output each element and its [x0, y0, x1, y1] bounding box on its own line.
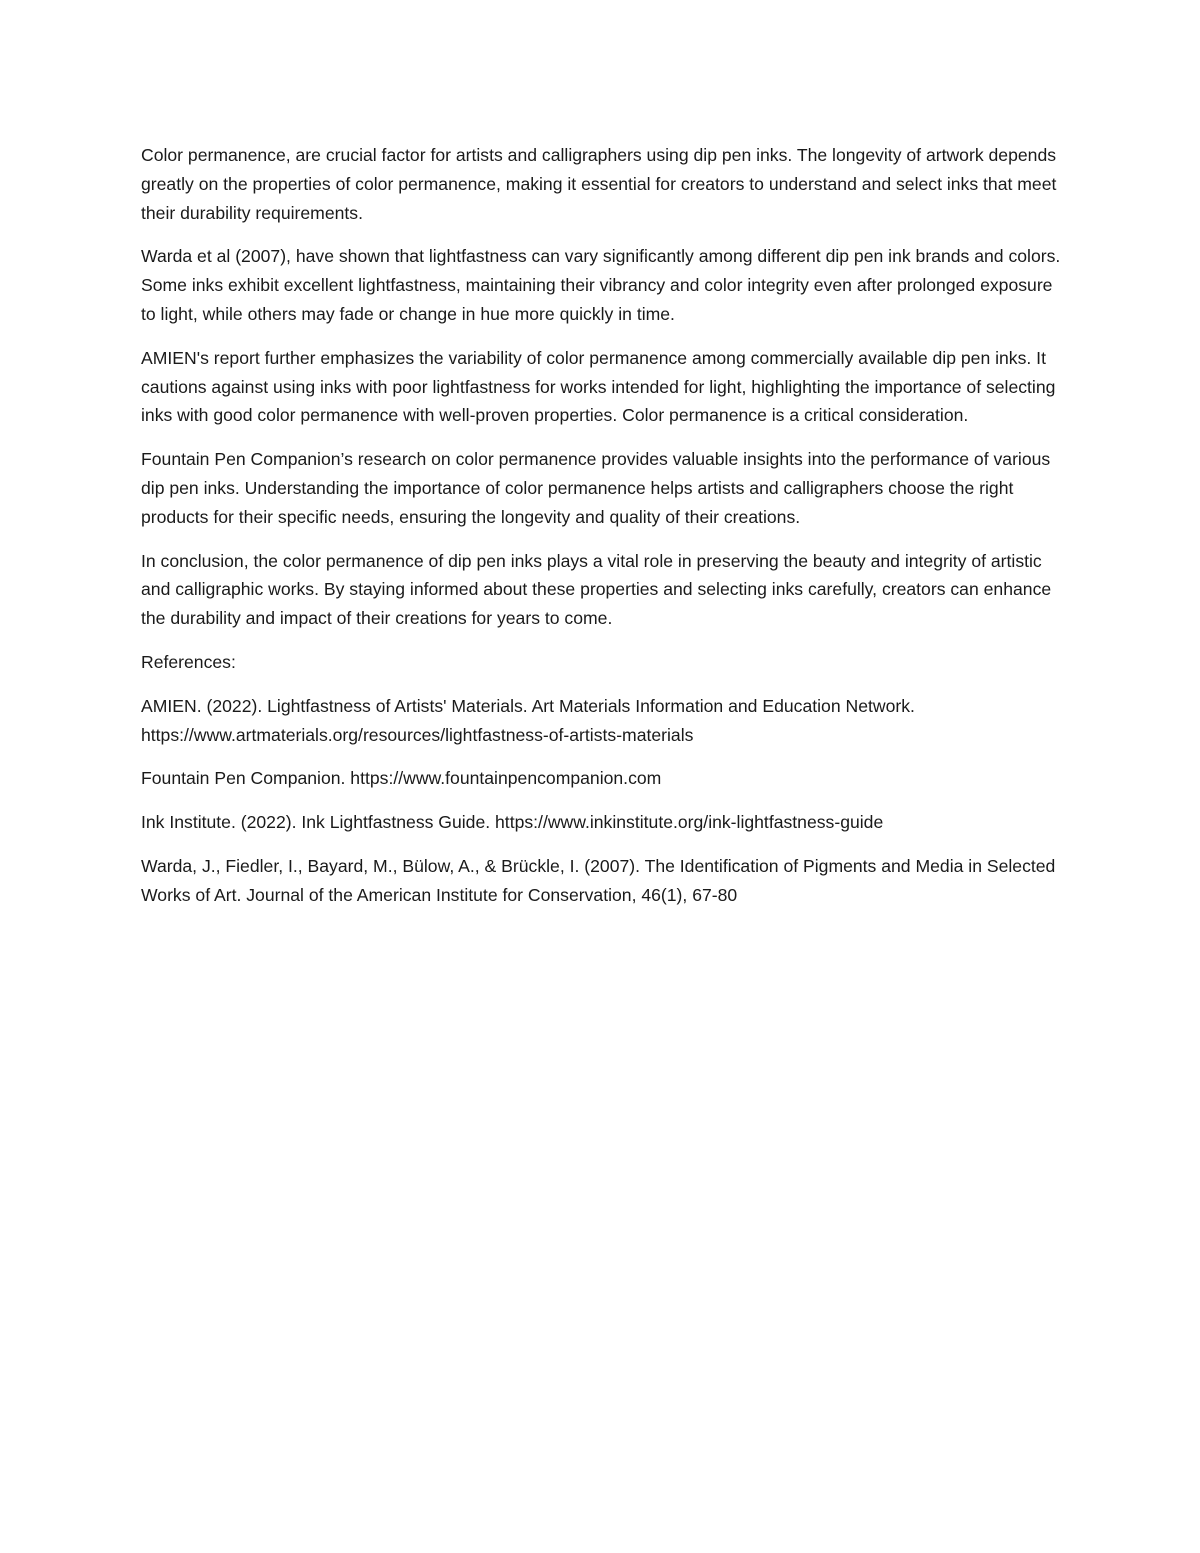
- paragraph-fountain-pen: Fountain Pen Companion’s research on color permanence provides valuable insights into the performance of various dip pen inks. Understanding the importance of color permanence helps artists and calligraphers choose the right products for their specific needs, ensuring the longevity and quality of their creations.: [141, 449, 1051, 527]
- paragraph-warda: Warda et al (2007), have shown that lightfastness can vary significantly among different dip pen ink brands and colors. Some inks exhibit excellent lightfastness, maintaining their vibrancy and color integrity even after prolonged exposure to light, while others may fade or change in hue more quickly in time.: [141, 246, 1061, 324]
- reference-item: Ink Institute. (2022). Ink Lightfastness Guide. https://www.inkinstitute.org/ink-lightfastness-guide: [141, 812, 884, 833]
- paragraph-amien: AMIEN's report further emphasizes the variability of color permanence among commercially available dip pen inks. It cautions against using inks with poor lightfastness for works intended for light, highlighting the importance of selecting inks with good color permanence with well-proven properties. Color permanence is a critical consideration.: [141, 347, 1056, 426]
- reference-item: Warda, J., Fiedler, I., Bayard, M., Bülow, A., & Brückle, I. (2007). The Identification of Pigments and Media in Selected Works of Art. Journal of the American Institute for Conservation, 46(1), 67-80: [141, 855, 1056, 905]
- paragraph-intro: Color permanence, are crucial factor for artists and calligraphers using dip pen inks. The longevity of artwork depends greatly on the properties of color permanence, making it essential for creators to understand and select inks that meet their durability requirements.: [141, 145, 1057, 223]
- references-heading: References:: [141, 651, 236, 672]
- document-body: [141, 141, 1066, 925]
- reference-item: Fountain Pen Companion. https://www.fountainpencompanion.com: [141, 768, 662, 789]
- paragraph-conclusion: In conclusion, the color permanence of dip pen inks plays a vital role in preserving the beauty and integrity of artistic and calligraphic works. By staying informed about these properties and selecting inks carefully, creators can enhance the durability and impact of their creations for years to come.: [141, 550, 1052, 629]
- reference-item: AMIEN. (2022). Lightfastness of Artists' Materials. Art Materials Information and Education Network. https://www.artmaterials.org/resources/lightfastness-of-artists-materials: [141, 695, 915, 745]
